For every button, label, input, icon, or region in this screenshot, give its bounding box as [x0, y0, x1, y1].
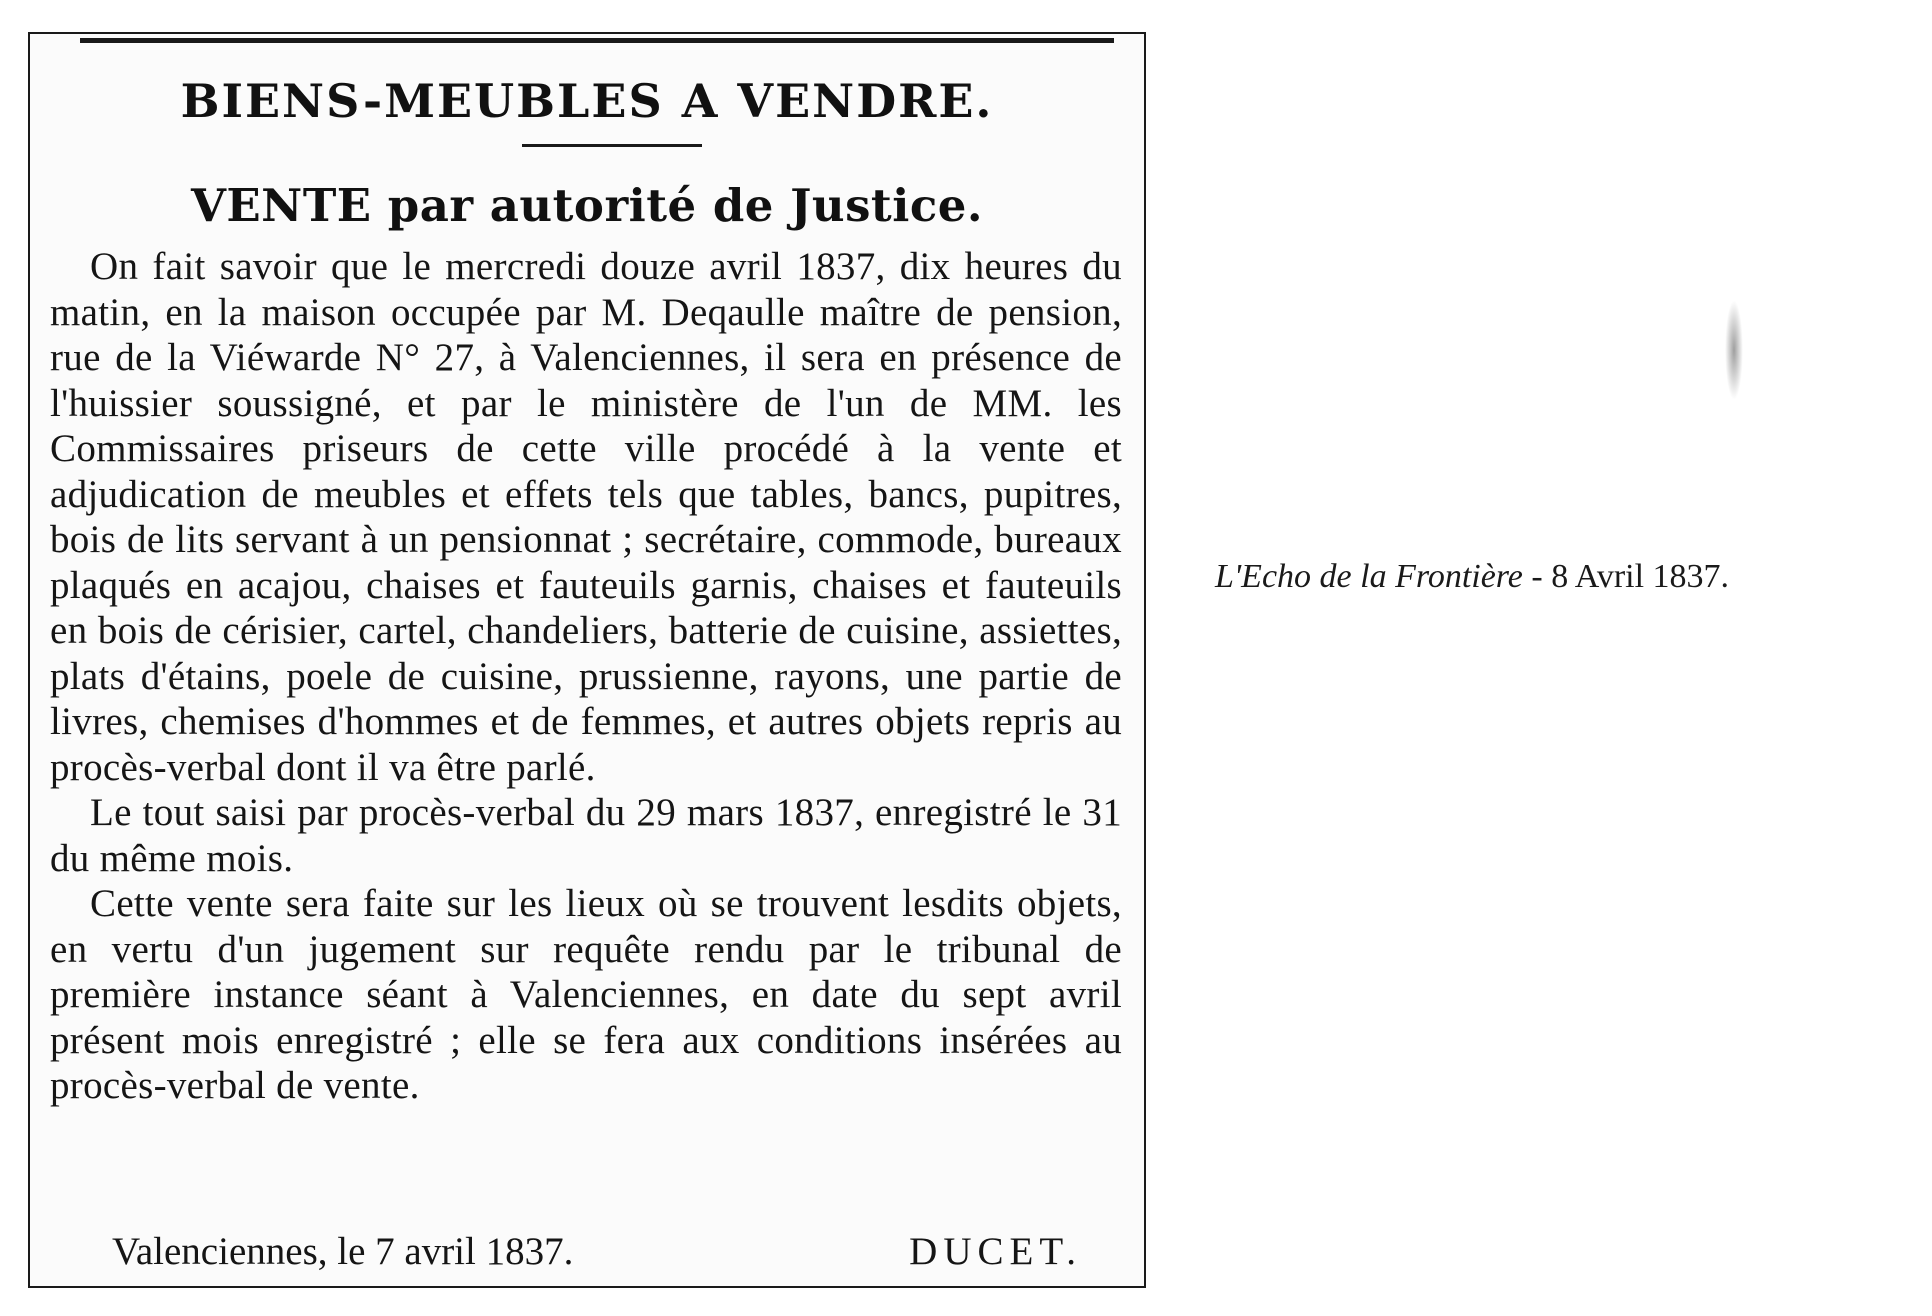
- signature-line: [50, 1229, 1122, 1275]
- top-rule: [80, 38, 1114, 43]
- notice-body: [50, 244, 1122, 1109]
- notice-paragraph-1: On fait savoir que le mercredi douze avril 1837, dix heures du matin, en la maison occupée par M. Deqaulle maître de pension, rue de la Viéwarde N° 27, à Valenciennes, il sera en présence de l'huissier soussigné, et par le ministère de l'un de MM. les Commissaires priseurs de cette ville procédé à la vente et adjudication de meubles et effets tels que tables, bancs, pupitres, bois de lits servant à un pensionnat ; secrétaire, commode, bureaux plaqués en acajou, chaises et fauteuils garnis, chaises et fauteuils en bois de cérisier, cartel, chandeliers, batterie de cuisine, assiettes, plats d'étains, poele de cuisine, prussienne, rayons, une partie de livres, chemises d'hommes et de femmes, et autres objets repris au procès-verbal dont il va être parlé.: [50, 245, 1122, 789]
- clipping-subtitle: VENTE par autorité de Justice.: [190, 179, 984, 232]
- signer-name: DUCET.: [909, 1230, 1082, 1273]
- caption-date: 8 Avril 1837.: [1551, 558, 1730, 595]
- caption-separator: -: [1522, 558, 1552, 595]
- caption-source: L'Echo de la Frontière: [1215, 558, 1523, 595]
- notice-paragraph-2: Le tout saisi par procès-verbal du 29 mars 1837, enregistré le 31 du même mois.: [50, 791, 1122, 880]
- clipping-title: BIENS-MEUBLES A VENDRE.: [180, 74, 994, 128]
- place-date: Valenciennes, le 7 avril 1837.: [112, 1230, 574, 1273]
- title-divider: [522, 144, 702, 147]
- source-caption: [1215, 558, 1729, 596]
- newspaper-clipping: [28, 32, 1146, 1288]
- scan-smudge: [1725, 300, 1743, 400]
- notice-paragraph-3: Cette vente sera faite sur les lieux où se trouvent lesdits objets, en vertu d'un jugement sur requête rendu par le tribunal de première instance séant à Valenciennes, en date du sept avril présent mois enregistré ; elle se fera aux conditions insérées au procès-verbal de vente.: [50, 882, 1122, 1107]
